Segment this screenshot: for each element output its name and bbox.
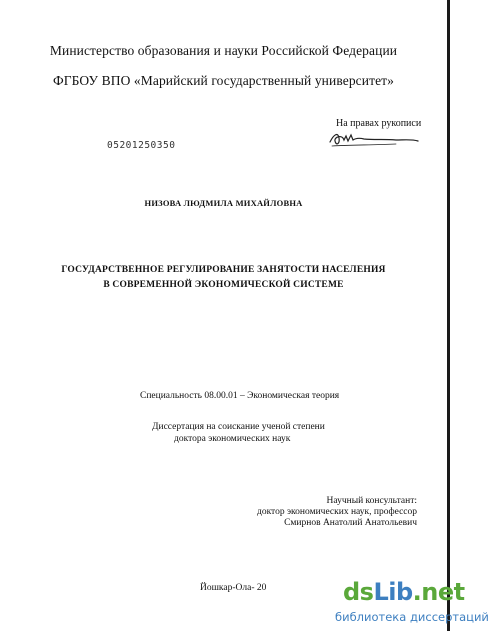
registration-code: 05201250350 [107,140,176,151]
city-year: Йошкар-Ола- 20 [200,583,267,593]
dissertation-degree-line-1: Диссертация на соискание ученой степени [152,422,325,432]
university-heading: ФГБОУ ВПО «Марийский государственный университет» [52,73,395,88]
page-edge [447,0,450,631]
specialty-line: Специальность 08.00.01 – Экономическая теория [140,391,340,401]
dissertation-degree-line-2: доктора экономических наук [174,434,291,444]
advisor-degree: доктор экономических наук, профессор [256,507,417,517]
logo-lib: Lib [373,578,413,606]
logo-net: .net [412,578,465,606]
ministry-heading: Министерство образования и науки Российской Федерации [49,43,398,58]
manuscript-note: На правах рукописи [336,118,422,129]
advisor-name: Смирнов Анатолий Анатольевич [284,518,417,528]
advisor-role: Научный консультант: [326,496,417,506]
logo-ds: ds [343,578,374,606]
dissertation-title-line-1: ГОСУДАРСТВЕННОЕ РЕГУЛИРОВАНИЕ ЗАНЯТОСТИ НАСЕЛЕНИЯ [61,265,386,275]
signature [326,128,420,152]
dslib-watermark [335,576,489,631]
dissertation-title-line-2: В СОВРЕМЕННОЙ ЭКОНОМИЧЕСКОЙ СИСТЕМЕ [103,280,344,290]
dslib-logo [343,578,465,606]
watermark-caption: библиотека диссертаций [335,610,489,624]
author-name: НИЗОВА ЛЮДМИЛА МИХАЙЛОВНА [144,198,303,208]
